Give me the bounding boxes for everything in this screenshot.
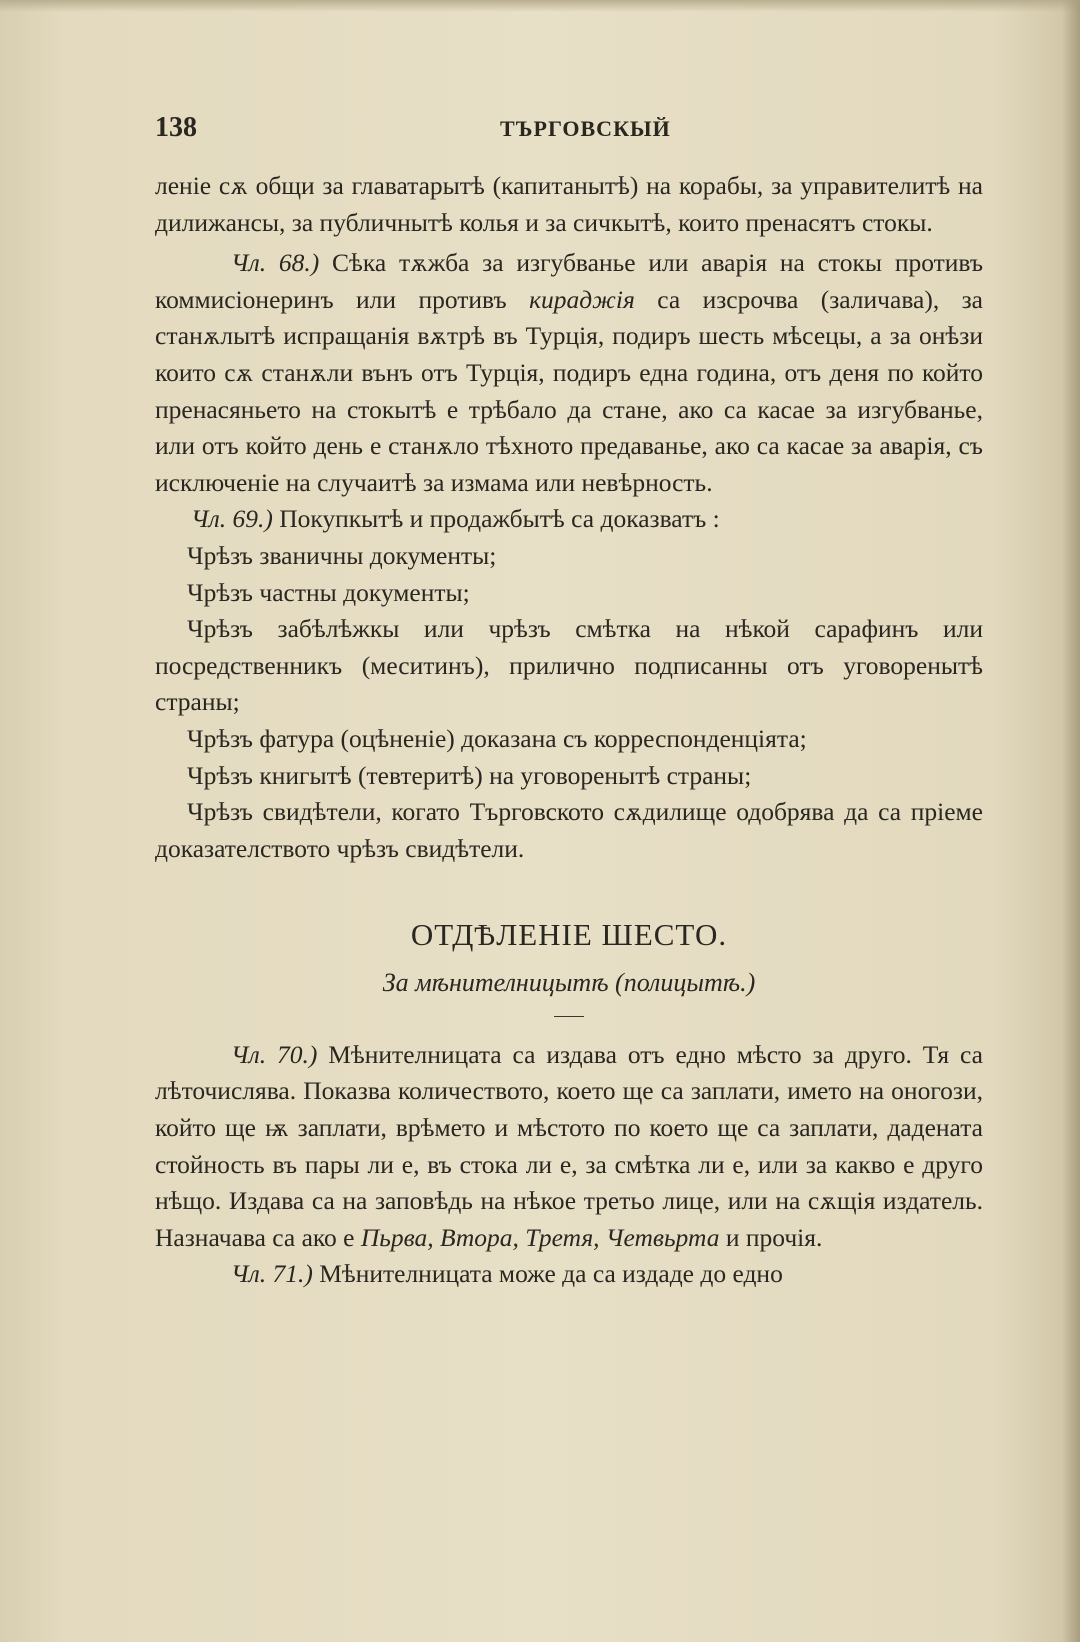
- running-title: ТЪРГОВСКЫЙ: [500, 116, 671, 141]
- page-header: [155, 112, 983, 152]
- section-subtitle: За мѣнителницытѣ (полицытѣ.): [382, 968, 756, 998]
- article-71-number: Чл. 71.): [231, 1259, 313, 1289]
- article-68-number: Чл. 68.): [231, 248, 320, 278]
- paragraph-continuation: леніе сѫ общи за главатарытѣ (капитанытѣ) на корабы, за управителитѣ на дилижансы, за публичнытѣ колья и за сичкытѣ, които пренасятъ стокы.: [155, 171, 983, 237]
- article-69-number: Чл. 69.): [191, 504, 273, 534]
- article-68: [155, 245, 983, 501]
- article-70-number: Чл. 70.): [231, 1039, 318, 1069]
- list-item: Чрѣзъ частны документы;: [187, 577, 470, 607]
- article-68-text-rest: са изсрочва (заличава), за станѫлытѣ испращанія вѫтрѣ въ Турція, подиръ шесть мѣсецы, а за онѣзи които сѫ станѫли вънъ отъ Турція, подиръ една година, отъ деня по който пренасяньето на стокытѣ е трѣбало да стане, ако са касае за изгубванье, или отъ който день е станѫло тѣхното предаванье, ако са касае за аварія, съ исключеніе на случаитѣ за измама или невѣрность.: [155, 284, 984, 497]
- article-69: [155, 501, 983, 538]
- article-68-text: Сѣка тѫжба за изгубванье или аварія на стокы противъ коммисіонеринъ или противъ: [155, 248, 984, 314]
- article-70-italic-terms: Пьрва, Втора, Третя, Четвьрта: [360, 1222, 720, 1252]
- list-item: Чрѣзъ свидѣтели, когато Търговското сѫдилище одобрява да са пріеме доказателството чрѣзъ свидѣтели.: [155, 797, 983, 863]
- list-item: Чрѣзъ званичны документы;: [187, 540, 497, 570]
- article-68-italic-term: кираджія: [529, 284, 635, 314]
- list-item: Чрѣзъ фатура (оцѣненіе) доказана съ корреспонденціята;: [187, 723, 807, 753]
- article-69-text: Покупкытѣ и продажбытѣ са доказватъ :: [279, 504, 720, 534]
- page-number: 138: [155, 112, 197, 143]
- page-edge-shadow: [1062, 0, 1080, 1642]
- list-item: Чрѣзъ забѣлѣжкы или чрѣзъ смѣтка на нѣкой сарафинъ или посредственникъ (меситинъ), прилично подписанны отъ уговоренытѣ страны;: [155, 614, 983, 717]
- article-71-text: Мѣнителницата може да са издаде до едно: [319, 1259, 783, 1289]
- article-71: [155, 1256, 983, 1293]
- divider: [554, 1016, 584, 1017]
- page-body: [155, 168, 983, 1293]
- list-item: Чрѣзъ книгытѣ (тевтеритѣ) на уговоренытѣ страны;: [187, 760, 752, 790]
- article-70-text: Мѣнителницата са издава отъ едно мѣсто за друго. Тя са лѣточислява. Показва количеството, което ще са заплати, името на оногози, който ще ѭ заплати, врѣмето и мѣстото по което ще са заплати, дадената стойность въ пары ли е, въ стока ли е, за смѣтка ли е, или за какво е друго нѣщо. Издава са на заповѣдь на нѣкое третьо лице, или на сѫщія издатель. Назначава са ако е: [155, 1039, 983, 1252]
- article-70: [155, 1037, 983, 1257]
- article-70-text-end: и прочія.: [725, 1222, 823, 1252]
- section-title: ОТДѢЛЕНІЕ ШЕСТО.: [410, 917, 728, 953]
